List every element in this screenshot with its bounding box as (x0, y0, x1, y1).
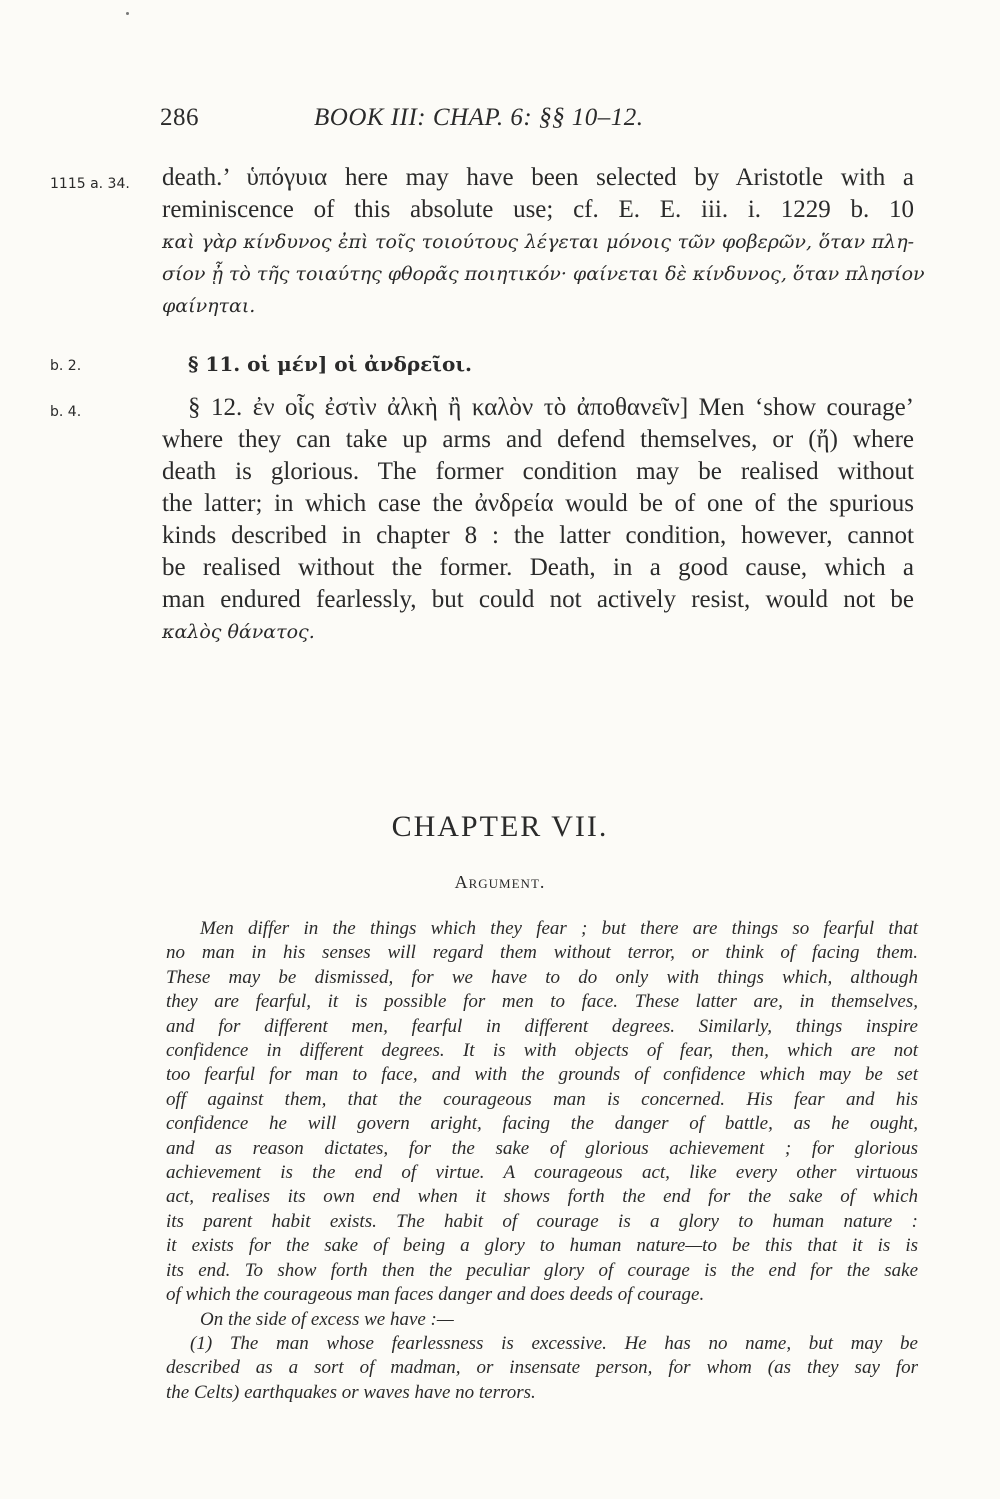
argument-line-11: achievement is the end of virtue. A courageous act, like every other virtuous (166, 1162, 918, 1184)
note-1-line-3: καὶ γὰρ κίνδυνος ἐπὶ τοῖς τοιούτους λέγεται μόνοις τῶν φοβερῶν, ὅταν πλη- (162, 231, 914, 253)
argument-line-6: confidence in different degrees. It is with objects of fear, then, which are not (166, 1040, 918, 1062)
argument-line-15: its end. To show forth then the peculiar glory of courage is the end for the sake (166, 1259, 918, 1281)
note-1-line-4: σίον ᾖ τὸ τῆς τοιαύτης φθορᾶς ποιητικόν· φαίνεται δὲ κίνδυνος, ὅταν πλησίον (162, 263, 925, 285)
argument-line-13: its parent habit exists. The habit of courage is a glory to human nature : (166, 1210, 918, 1232)
note-2-line-1: § 11. οἱ μέν] οἱ ἀνδρεῖοι. (188, 352, 472, 376)
argument-text (166, 917, 918, 1405)
margin-reference-1: 1115 a. 34. (50, 176, 130, 192)
page-number: 286 (160, 104, 199, 131)
note-3-line-4: the latter; in which case the ἀνδρεία would be of one of the spurious (162, 490, 914, 517)
argument-line-10: and as reason dictates, for the sake of glorious achievement ; for glorious (166, 1137, 918, 1159)
argument-line-18: (1) The man whose fearlessness is excessive. He has no name, but may be (190, 1332, 918, 1354)
argument-line-3: These may be dismissed, for we have to do only with things which, although (166, 966, 918, 988)
chapter-title: CHAPTER VII. (391, 810, 609, 843)
argument-line-12: act, realises its own end when it shows forth the end for the sake of which (166, 1186, 918, 1208)
note-1-line-1: death.’ ὑπόγυια here may have been selected by Aristotle with a (162, 164, 914, 191)
argument-line-8: off against them, that the courageous man is concerned. His fear and his (166, 1088, 918, 1110)
note-3-line-1: § 12. ἐν οἷς ἐστὶν ἀλκὴ ἢ καλὸν τὸ ἀποθανεῖν] Men ‘show courage’ (188, 394, 914, 421)
note-1 (162, 162, 925, 322)
note-2 (188, 348, 940, 380)
note-1-line-5: φαίνηται. (162, 295, 256, 317)
argument-line-4: they are fearful, it is possible for men to face. These latter are, in themselves, (166, 991, 918, 1013)
running-title: BOOK III: CHAP. 6: §§ 10–12. (314, 104, 644, 131)
argument-heading: Argument. (454, 872, 546, 892)
argument-line-19: described as a sort of madman, or insensate person, for whom (as they say for (166, 1357, 918, 1379)
note-3-line-7: man endured fearlessly, but could not actively resist, would not be (162, 586, 914, 613)
note-3 (162, 392, 914, 648)
argument-line-9: confidence he will govern aright, facing the danger of battle, as he ought, (166, 1113, 918, 1135)
note-3-line-6: be realised without the former. Death, in a good cause, which a (162, 554, 914, 581)
speck-mark (126, 12, 129, 15)
argument-line-2: no man in his senses will regard them without terror, or think of facing them. (166, 942, 918, 964)
argument-line-16: of which the courageous man faces danger and does deeds of courage. (166, 1284, 705, 1306)
argument-line-20: the Celts) earthquakes or waves have no terrors. (166, 1381, 536, 1403)
note-3-line-5: kinds described in chapter 8 : the latter condition, however, cannot (162, 522, 914, 549)
argument-line-7: too fearful for man to face, and with the grounds of confidence which may be set (166, 1064, 918, 1086)
note-3-line-3: death is glorious. The former condition may be realised without (162, 458, 914, 485)
note-3-line-2: where they can take up arms and defend themselves, or (ἤ) where (162, 426, 914, 453)
argument-line-5: and for different men, fearful in different degrees. Similarly, things inspire (166, 1015, 918, 1037)
argument-line-17: On the side of excess we have :— (200, 1308, 454, 1330)
margin-reference-2: b. 2. (50, 358, 82, 374)
margin-reference-3: b. 4. (50, 404, 82, 420)
argument-line-14: it exists for the sake of being a glory to human nature—to be this that it is is (166, 1235, 918, 1257)
note-1-line-2: reminiscence of this absolute use; cf. E. E. iii. i. 1229 b. 10 (162, 196, 914, 223)
argument-line-1: Men differ in the things which they fear ; but there are things so fearful that (200, 918, 918, 939)
note-3-line-8: καλὸς θάνατος. (162, 621, 315, 643)
